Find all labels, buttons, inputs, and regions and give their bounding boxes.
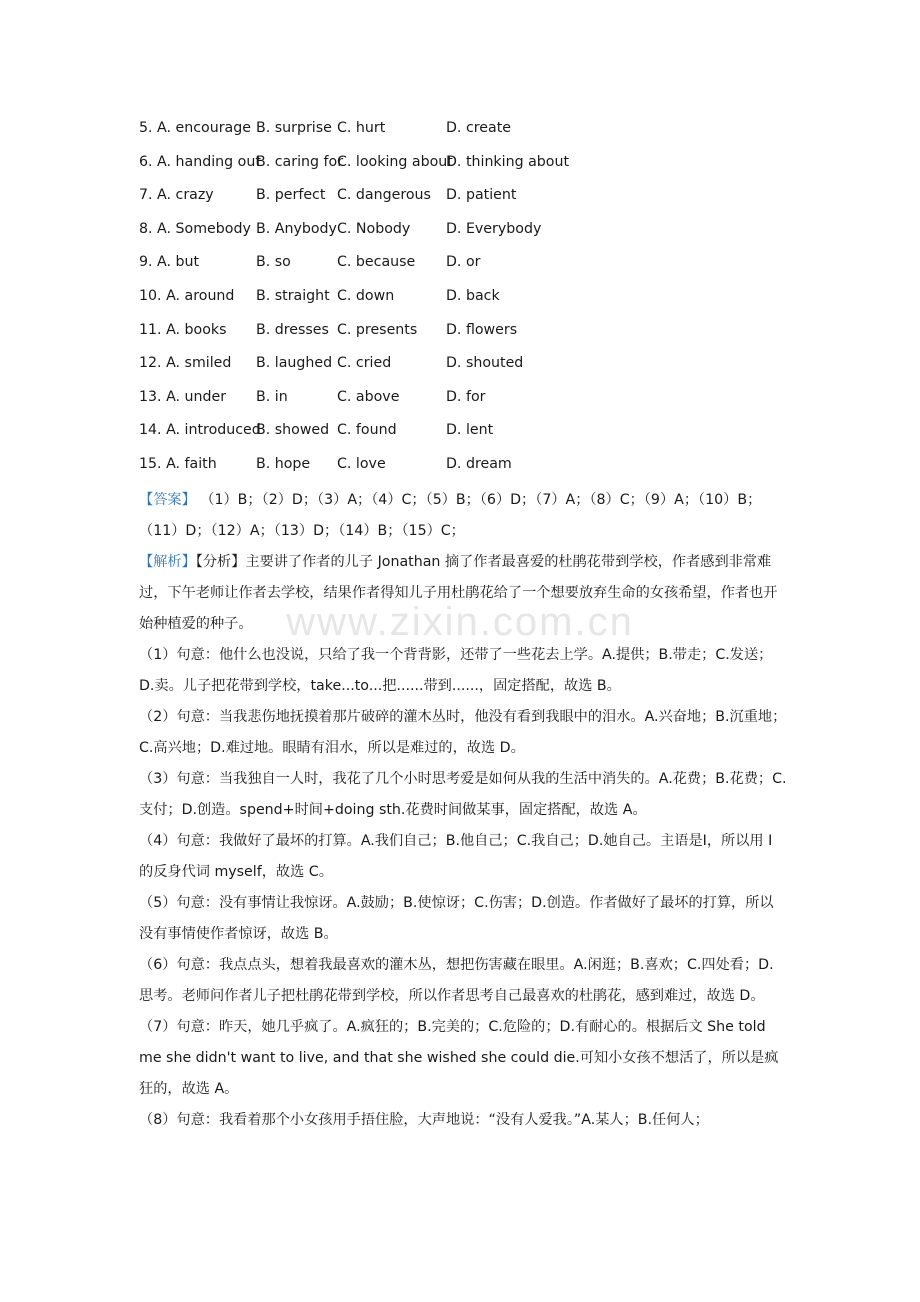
options-list — [139, 116, 799, 486]
option-c: C. dangerous — [337, 187, 431, 204]
analysis-intro — [139, 547, 787, 640]
option-b: B. so — [256, 254, 291, 271]
analysis-item-2: （2）句意：当我悲伤地抚摸着那片破碎的灌木丛时，他没有看到我眼中的泪水。A.兴奋地；B.沉重地；C.高兴地；D.难过地。眼睛有泪水，所以是难过的，故选 D。 — [139, 709, 787, 756]
option-c: C. found — [337, 422, 397, 439]
option-d: D. flowers — [446, 321, 518, 338]
option-a: 10. A. around — [139, 287, 235, 304]
option-b: B. dresses — [256, 321, 329, 338]
option-c: C. cried — [337, 355, 392, 372]
analysis-item-3: （3）句意：当我独自一人时，我花了几个小时思考爱是如何从我的生活中消失的。A.花费；B.花费；C.支付；D.创造。spend+时间+doing sth.花费时间做某事，固定搭配，故选 A。 — [139, 771, 787, 818]
option-d: D. lent — [446, 422, 494, 439]
option-d: D. for — [446, 388, 486, 405]
option-d: D. or — [446, 254, 481, 271]
option-b: B. showed — [256, 422, 330, 439]
option-row — [139, 385, 799, 419]
option-c: C. because — [337, 254, 416, 271]
option-a: 6. A. handing out — [139, 153, 261, 170]
analysis-tag: 【解析】 — [139, 554, 196, 570]
answer-tag: 【答案】 — [139, 492, 196, 508]
option-a: 7. A. crazy — [139, 187, 214, 204]
option-b: B. surprise — [256, 120, 332, 136]
option-row — [139, 351, 799, 385]
option-d: D. create — [446, 120, 511, 136]
option-b: B. hope — [256, 455, 311, 472]
option-row — [139, 116, 799, 150]
option-a: 13. A. under — [139, 388, 227, 405]
option-b: B. in — [256, 388, 288, 405]
analysis-item-8: （8）句意：我看着那个小女孩用手捂住脸，大声地说：“没有人爱我。”A.某人；B.任何人； — [139, 1112, 709, 1128]
option-c: C. love — [337, 455, 386, 472]
option-row — [139, 217, 799, 251]
option-c: C. hurt — [337, 120, 386, 136]
option-c: C. presents — [337, 321, 418, 338]
option-a: 11. A. books — [139, 321, 227, 338]
option-row — [139, 183, 799, 217]
analysis-item-5: （5）句意：没有事情让我惊讶。A.鼓励；B.使惊讶；C.伤害；D.创造。作者做好了最坏的打算，所以没有事情使作者惊讶，故选 B。 — [139, 895, 774, 942]
option-a: 9. A. but — [139, 254, 200, 271]
option-b: B. laughed — [256, 355, 333, 372]
analysis-intro-text: 【分析】主要讲了作者的儿子 Jonathan 摘了作者最喜爱的杜鹃花带到学校，作者感到非常难过，下午老师让作者去学校，结果作者得知儿子用杜鹃花给了一个想要放弃生命的女孩希望，作者也开始种植爱的种子。 — [139, 554, 778, 632]
option-c: C. Nobody — [337, 220, 411, 237]
option-d: D. thinking about — [446, 153, 570, 170]
option-row — [139, 284, 799, 318]
option-d: D. back — [446, 287, 500, 304]
option-c: C. above — [337, 388, 400, 405]
option-b: B. Anybody — [256, 220, 337, 237]
option-row — [139, 150, 799, 184]
option-d: D. patient — [446, 187, 517, 204]
option-d: D. Everybody — [446, 220, 542, 237]
option-b: B. caring for — [256, 153, 344, 170]
answer-text: （1）B；（2）D；（3）A；（4）C；（5）B；（6）D；（7）A；（8）C；（9）A；（10）B；（11）D；（12）A；（13）D；（14）B；（15）C； — [139, 492, 762, 539]
option-a: 15. A. faith — [139, 455, 217, 472]
answer-section — [139, 485, 789, 547]
option-a: 8. A. Somebody — [139, 220, 251, 237]
option-row — [139, 452, 799, 486]
analysis-item-4: （4）句意：我做好了最坏的打算。A.我们自己；B.他自己；C.我自己；D.她自己。主语是I，所以用 I 的反身代词 myself，故选 C。 — [139, 833, 773, 880]
option-c: C. looking about — [337, 153, 453, 170]
analysis-section — [139, 547, 787, 1136]
analysis-item-6: （6）句意：我点点头，想着我最喜欢的灌木丛，想把伤害藏在眼里。A.闲逛；B.喜欢；C.四处看；D.思考。老师问作者儿子把杜鹃花带到学校，所以作者思考自己最喜欢的杜鹃花，感到难过，故选 D。 — [139, 957, 774, 1004]
option-row — [139, 418, 799, 452]
watermark: www.zixin.com.cn — [286, 600, 634, 644]
option-row — [139, 250, 799, 284]
analysis-item-7: （7）句意：昨天，她几乎疯了。A.疯狂的；B.完美的；C.危险的；D.有耐心的。根据后文 She told me she didn't want to live, and that she wished she could die.可知小女孩不想活了，所以是疯狂的，故选 A。 — [139, 1019, 779, 1097]
option-b: B. perfect — [256, 187, 326, 204]
option-row — [139, 318, 799, 352]
option-d: D. dream — [446, 455, 512, 472]
option-a: 14. A. introduced — [139, 422, 261, 439]
option-c: C. down — [337, 287, 395, 304]
analysis-item-1: （1）句意：他什么也没说，只给了我一个背背影，还带了一些花去上学。A.提供；B.带走；C.发送；D.卖。儿子把花带到学校，take...to...把......带到......，固定搭配，故选 B。 — [139, 647, 773, 694]
option-a: 5. A. encourage — [139, 120, 251, 136]
option-a: 12. A. smiled — [139, 355, 232, 372]
option-d: D. shouted — [446, 355, 524, 372]
option-b: B. straight — [256, 287, 330, 304]
